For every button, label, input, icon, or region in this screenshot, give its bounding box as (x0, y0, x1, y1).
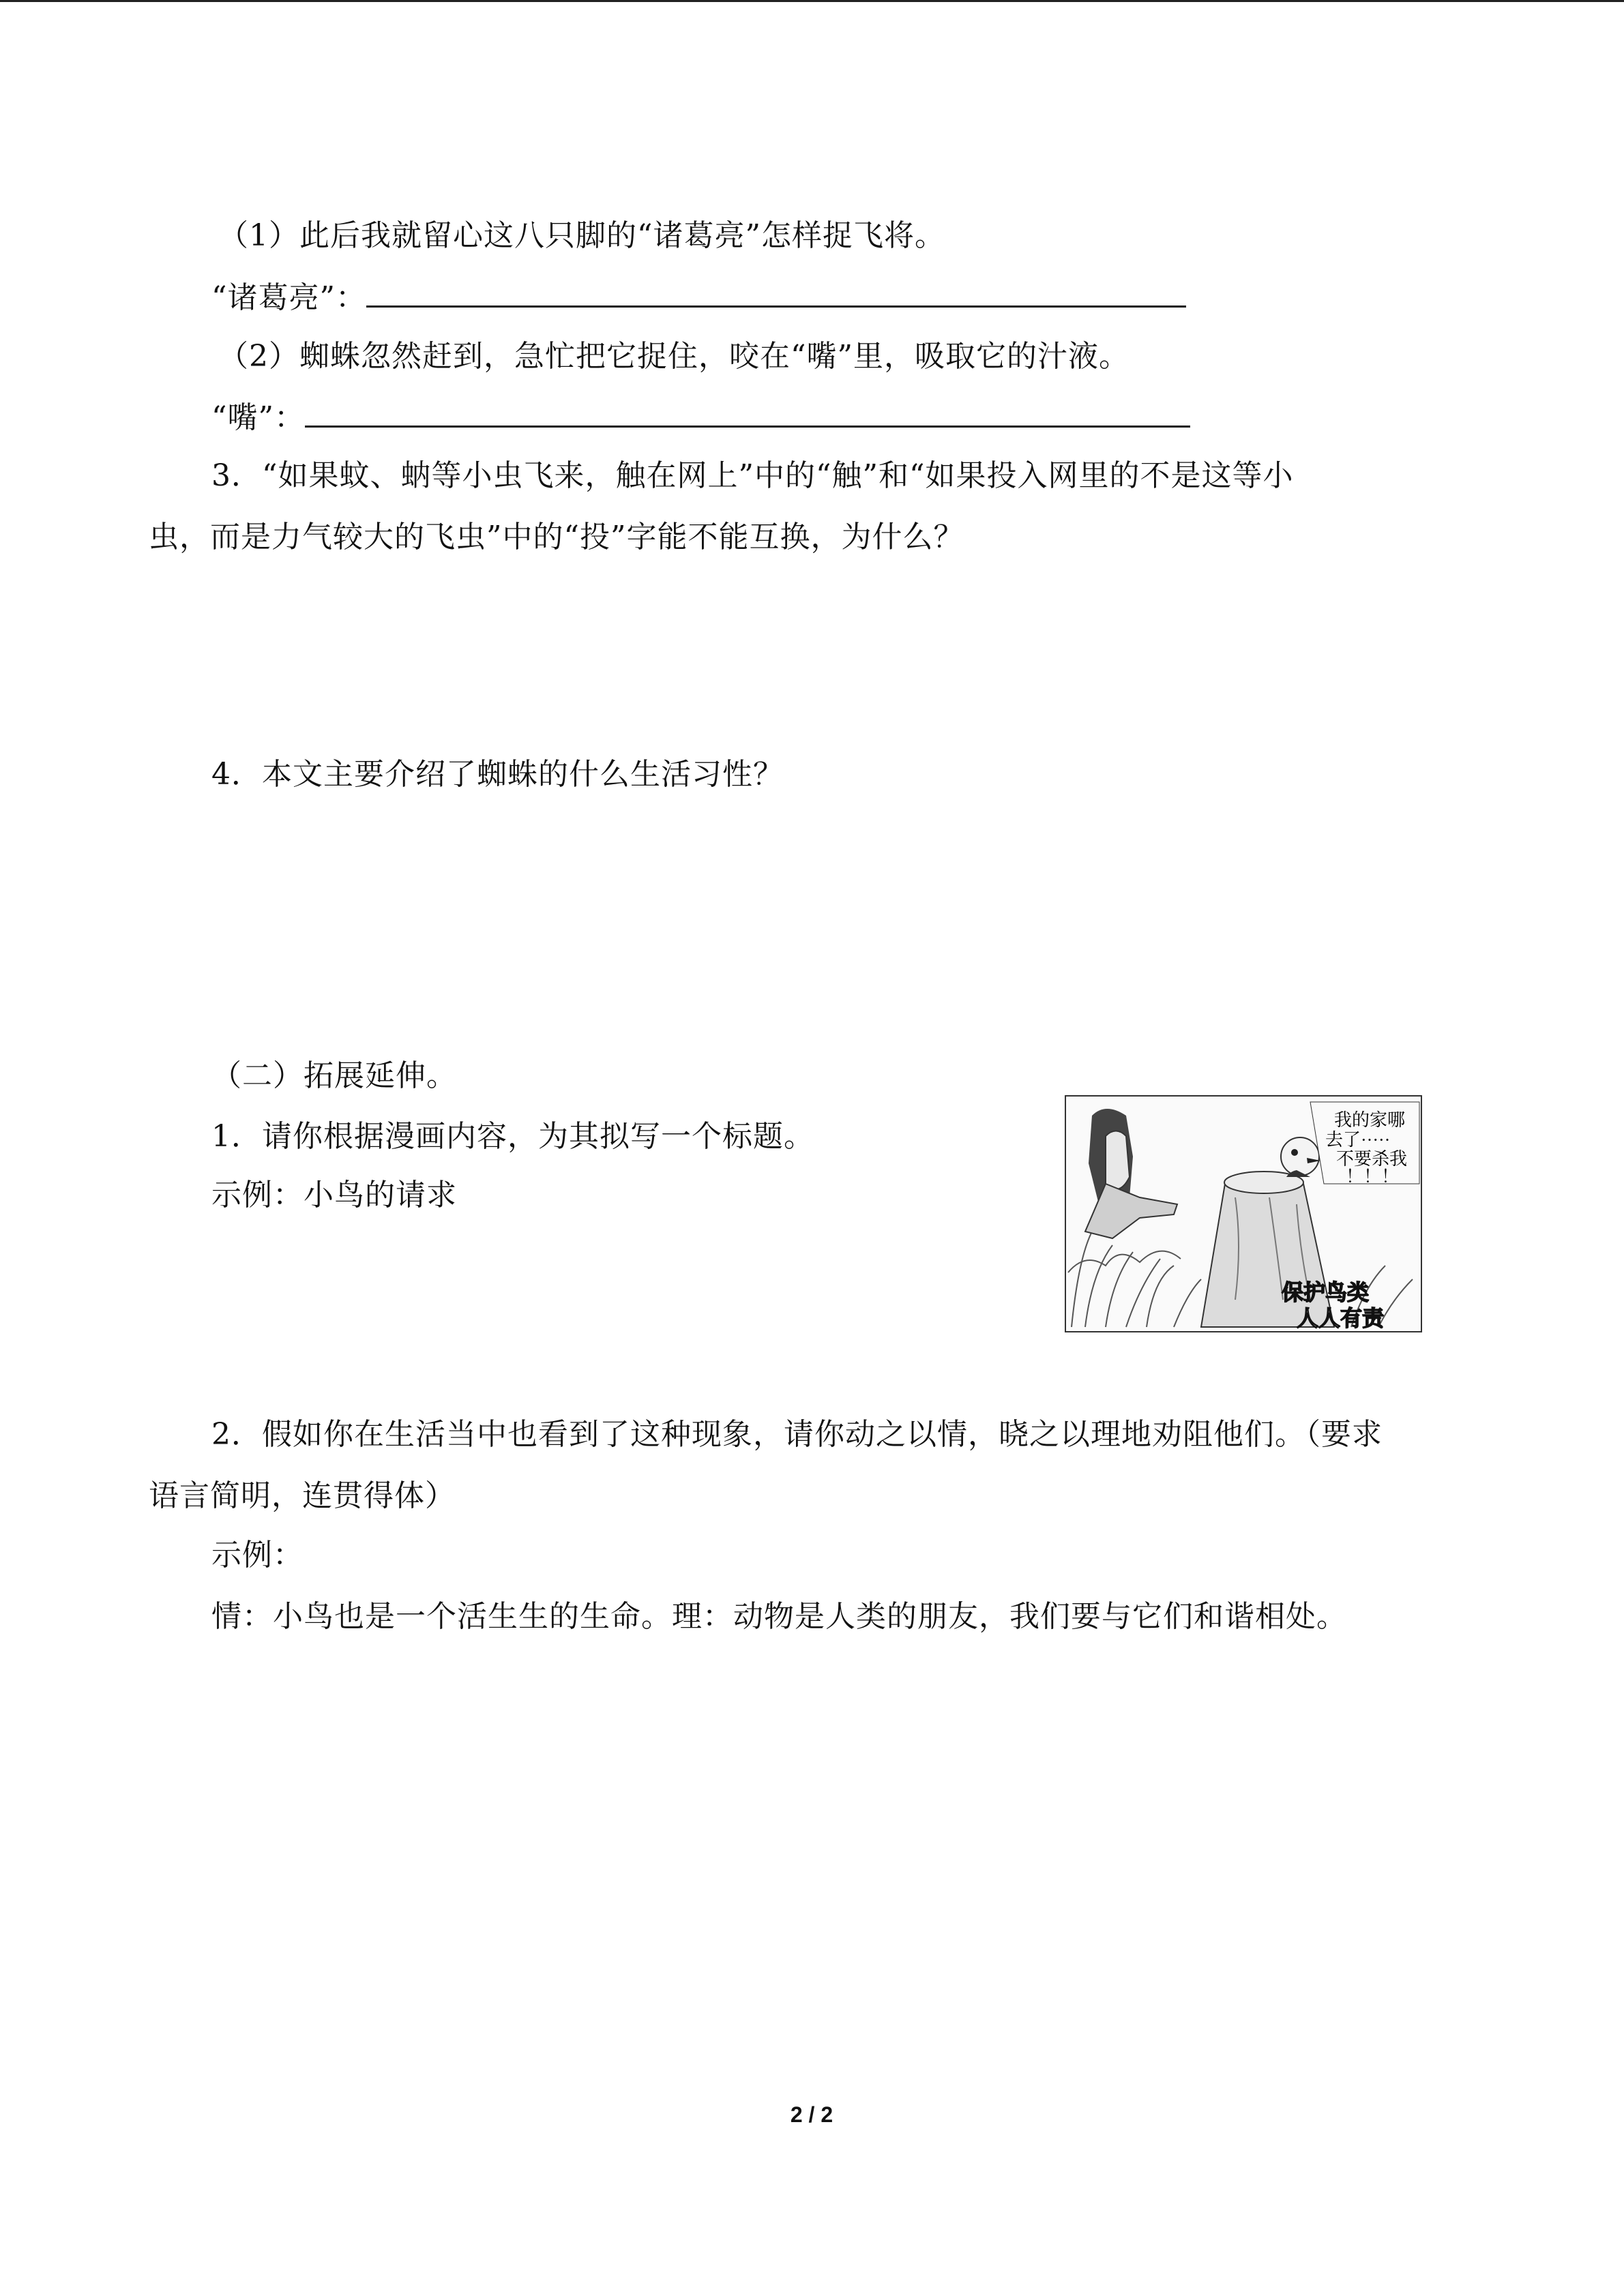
extension-question-2-line-1: 2．假如你在生活当中也看到了这种现象，请你动之以情，晓之以理地劝阻他们。（要求 (211, 1417, 1383, 1452)
caption-line-1: 保护鸟类 (1282, 1280, 1370, 1304)
speech-bubble-line-2: 去了····· (1325, 1130, 1391, 1150)
question-2-sub-1: （1）此后我就留心这八只脚的“诸葛亮”怎样捉飞将。 (218, 218, 945, 253)
question-4: 4．本文主要介绍了蜘蛛的什么生活习性？ (211, 757, 784, 792)
extension-question-2-example-label: 示例： (211, 1538, 304, 1572)
caption-line-2: 人人有责 (1297, 1306, 1385, 1330)
extension-question-1-example: 示例：小鸟的请求 (211, 1178, 457, 1212)
extension-question-2-line-2: 语言简明，连贯得体） (149, 1478, 456, 1513)
top-border (0, 0, 1624, 2)
question-2-sub-2: （2）蜘蛛忽然赶到，急忙把它捉住，咬在“嘴”里，吸取它的汁液。 (218, 339, 1130, 374)
extension-question-1: 1．请你根据漫画内容，为其拟写一个标题。 (211, 1119, 814, 1154)
speech-bubble-line-1: 我的家哪 (1334, 1110, 1406, 1130)
question-3-line-2: 虫，而是力气较大的飞虫”中的“投”字能不能互换，为什么？ (149, 520, 964, 554)
answer-line-zhuge (211, 275, 1186, 318)
speech-bubble-line-4: ！！！ (1346, 1167, 1400, 1187)
extension-question-2-example: 情：小鸟也是一个活生生的生命。理：动物是人类的朋友，我们要与它们和谐相处。 (211, 1599, 1347, 1634)
answer-blank-zui[interactable] (305, 396, 1190, 428)
page-number: 2 / 2 (790, 2102, 833, 2127)
speech-bubble-line-3: 不要杀我 (1336, 1149, 1408, 1169)
answer-blank-zhuge[interactable] (366, 275, 1186, 308)
comic-illustration (1065, 1095, 1422, 1332)
section-2-heading: （二）拓展延伸。 (211, 1058, 457, 1093)
answer-label-zui: “嘴”： (211, 400, 305, 435)
answer-label-zhuge: “诸葛亮”： (211, 280, 366, 315)
question-3-line-1: 3．“如果蚊、蚋等小虫飞来，触在网上”中的“触”和“如果投入网里的不是这等小 (211, 458, 1294, 493)
answer-line-zui (211, 396, 1190, 438)
